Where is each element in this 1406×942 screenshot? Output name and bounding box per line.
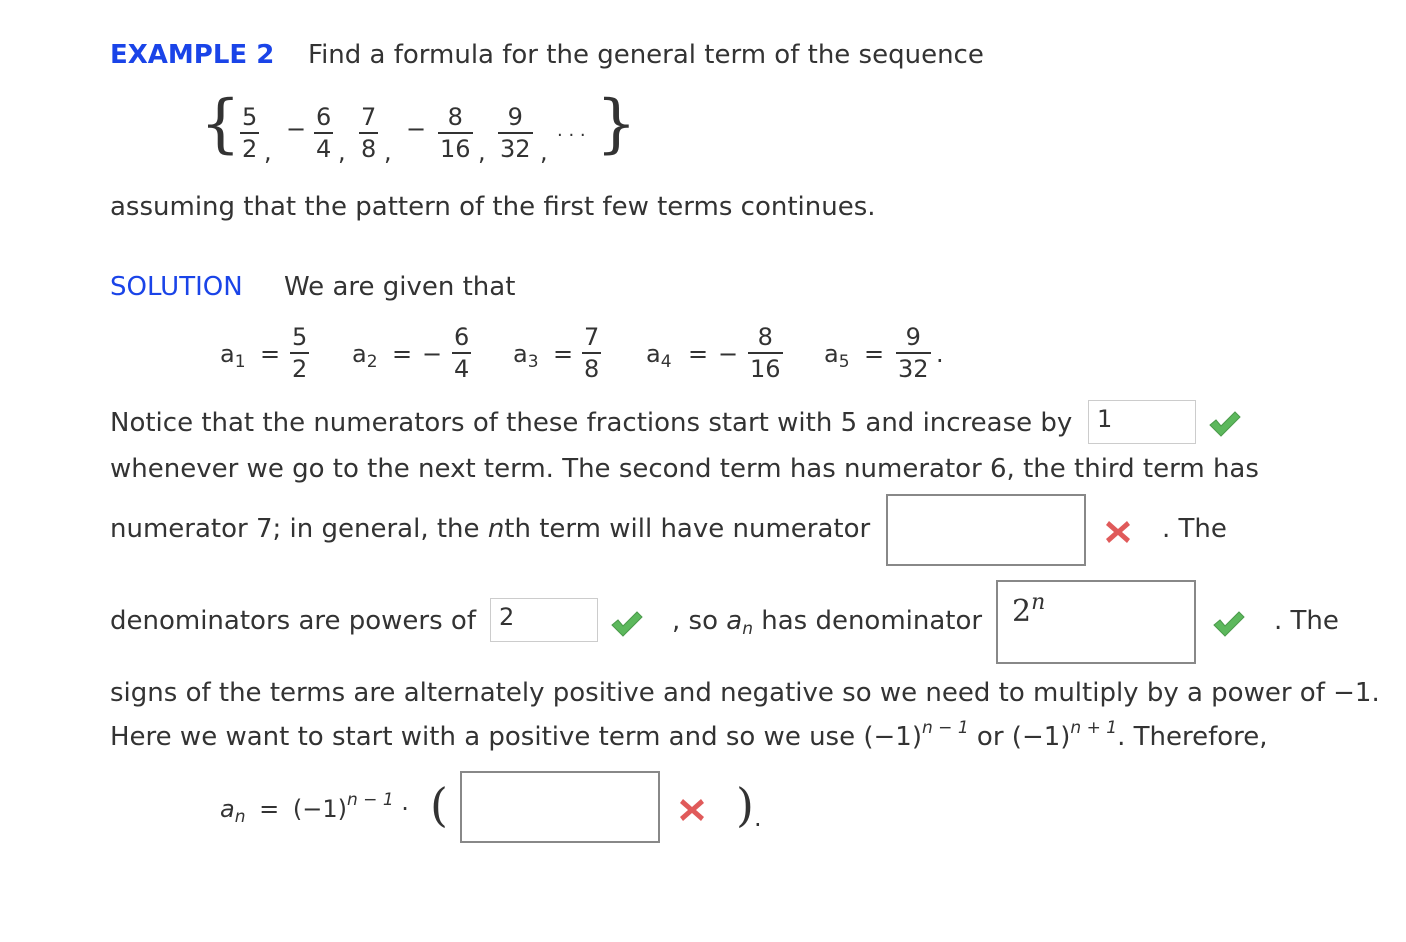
solution-label: SOLUTION xyxy=(110,272,243,302)
term-fraction: $\frac{6}{4}$ xyxy=(454,323,470,383)
term-label: $a_2$ xyxy=(352,340,378,372)
numerator-increase-input[interactable]: 1 xyxy=(1088,400,1196,444)
x-mark-icon xyxy=(678,796,706,824)
term-fraction: $\frac{7}{8}$ xyxy=(584,323,600,383)
paren-open: ( xyxy=(430,778,448,832)
example-label: EXAMPLE 2 xyxy=(110,40,275,70)
line-3-end: . The xyxy=(1162,514,1227,544)
line-2: whenever we go to the next term. The second term has numerator 6, the third term has xyxy=(110,454,1259,484)
sequence-term-2: $\frac{6}{4}$ xyxy=(316,103,332,163)
checkmark-icon xyxy=(1212,610,1246,638)
minus-sign: − xyxy=(718,340,739,368)
line-5: signs of the terms are alternately positive and negative so we need to multiply by a power of −1. xyxy=(110,678,1380,708)
period: . xyxy=(754,804,762,832)
powers-base-input[interactable]: 2 xyxy=(490,598,598,642)
equals: = xyxy=(260,340,281,368)
term-fraction: $\frac{9}{32}$ xyxy=(898,323,929,383)
equals: = xyxy=(392,340,413,368)
term-fraction: $\frac{8}{16}$ xyxy=(750,323,781,383)
sequence-term-3: $\frac{7}{8}$ xyxy=(361,103,377,163)
brace-open: { xyxy=(200,87,241,161)
period: . xyxy=(936,340,944,368)
line-4-end: . The xyxy=(1274,606,1339,636)
sequence-term-5: $\frac{9}{32}$ xyxy=(500,103,531,163)
checkmark-icon xyxy=(610,610,644,638)
minus-sign: − xyxy=(406,115,427,143)
comma: , xyxy=(264,138,272,166)
comma: , xyxy=(338,138,346,166)
solution-intro: We are given that xyxy=(284,272,516,302)
sequence-term-4: $\frac{8}{16}$ xyxy=(440,103,471,163)
term-fraction: $\frac{5}{2}$ xyxy=(292,323,308,383)
line-4-b: , so $a_n$ has denominator xyxy=(672,606,983,639)
example-prompt: Find a formula for the general term of the sequence xyxy=(308,40,984,70)
comma: , xyxy=(540,138,548,166)
line-6: Here we want to start with a positive term and so we use $(-1)^{n - 1}$ or $(-1)^{n + 1}$. Therefore, xyxy=(110,718,1268,752)
final-input[interactable] xyxy=(460,771,660,843)
equals: = xyxy=(864,340,885,368)
term-label: $a_5$ xyxy=(824,340,850,372)
assumption-text: assuming that the pattern of the first few terms continues. xyxy=(110,192,876,222)
sequence-term-1: $\frac{5}{2}$ xyxy=(242,103,258,163)
equals: = xyxy=(688,340,709,368)
minus-sign: − xyxy=(286,115,307,143)
denominator-input[interactable]: 2$^n$ xyxy=(996,580,1196,664)
checkmark-icon xyxy=(1208,410,1242,438)
paren-close: ) xyxy=(736,778,754,832)
ellipsis: . . . xyxy=(557,120,586,141)
line-3: numerator 7; in general, the nth term will have numerator xyxy=(110,514,871,544)
line-1: Notice that the numerators of these fractions start with 5 and increase by xyxy=(110,408,1073,438)
nth-numerator-input[interactable] xyxy=(886,494,1086,566)
comma: , xyxy=(384,138,392,166)
minus-sign: − xyxy=(422,340,443,368)
equals: = xyxy=(553,340,574,368)
final-formula-lhs: $a_n = (-1)^{n - 1}$ · xyxy=(220,790,409,827)
line-4-a: denominators are powers of xyxy=(110,606,476,636)
comma: , xyxy=(478,138,486,166)
term-label: $a_3$ xyxy=(513,340,539,372)
term-label: $a_1$ xyxy=(220,340,246,372)
x-mark-icon xyxy=(1104,518,1132,546)
term-label: $a_4$ xyxy=(646,340,672,372)
brace-close: } xyxy=(596,87,637,161)
